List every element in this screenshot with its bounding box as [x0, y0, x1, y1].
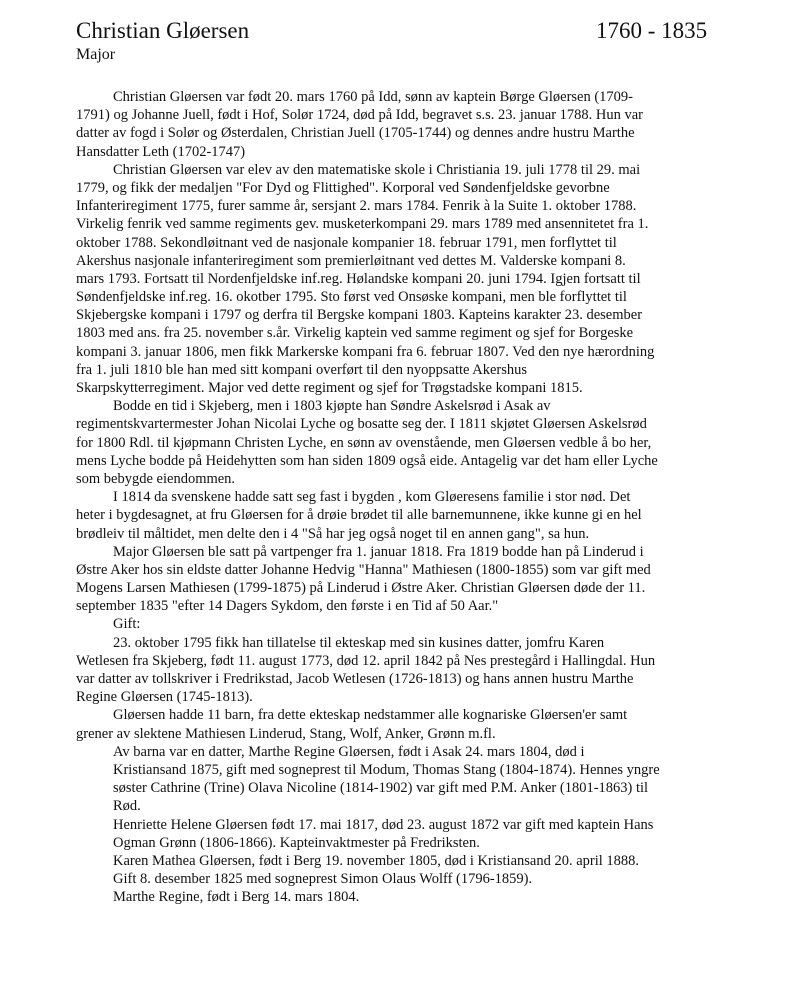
text-line: kompani 3. januar 1806, men fikk Markerske kompani fra 6. februar 1807. Ved den nye hærordning — [76, 343, 655, 360]
text-line: heter i bygdesagnet, at fru Gløersen for å drøie brødet til alle barnemunnene, ikke kunne gi en hel — [76, 507, 642, 524]
rank-subtitle: Major — [76, 46, 116, 63]
text-line: grener av slektene Mathiesen Linderud, Stang, Wolf, Anker, Grønn m.fl. — [76, 725, 496, 742]
text-line: Regine Gløersen (1745-1813). — [76, 689, 253, 706]
text-line: Ogman Grønn (1806-1866). Kapteinvaktmester på Fredriksten. — [113, 834, 480, 851]
text-line: I 1814 da svenskene hadde satt seg fast i bygden , kom Gløeresens familie i stor nød. Det — [113, 489, 631, 506]
text-line: Christian Gløersen var elev av den matematiske skole i Christiania 19. juli 1778 til 29. mai — [113, 161, 641, 178]
text-line: mars 1793. Fortsatt til Nordenfjeldske inf.reg. Hølandske kompani 20. juni 1794. Igjen fortsatt til — [76, 270, 641, 287]
text-line: 1791) og Johanne Juell, født i Hof, Solør 1724, død på Idd, begravet s.s. 23. januar 1788. Hun var — [76, 107, 644, 124]
text-line: oktober 1788. Sekondløitnant ved de nasjonale kompanier 18. februar 1791, men forflyttet til — [76, 234, 617, 251]
text-line: Wetlesen fra Skjeberg, født 11. august 1773, død 12. april 1842 på Nes prestegård i Hallingdal. Hun — [76, 652, 656, 669]
text-line: Rød. — [113, 798, 141, 815]
text-line: Gift: — [113, 616, 141, 633]
text-line: Christian Gløersen var født 20. mars 1760 på Idd, sønn av kaptein Børge Gløersen (1709- — [113, 89, 634, 105]
text-line: Major Gløersen ble satt på vartpenger fra 1. januar 1818. Fra 1819 bodde han på Linderud i — [113, 543, 644, 560]
text-line: Kristiansand 1875, gift med sogneprest til Modum, Thomas Stang (1804-1874). Hennes yngre — [113, 761, 660, 778]
text-line: Skarpskytterregiment. Major ved dette regiment og sjef for Trøgstadske kompani 1815. — [76, 380, 583, 396]
text-line: for 1800 Rdl. til kjøpmann Christen Lyche, en sønn av ovenstående, men Gløersen vedble å bo her, — [76, 434, 652, 451]
text-line: Søndenfjeldske inf.reg. 16. okotber 1795. Sto først ved Onsøske kompani, men ble forflyttet til — [76, 289, 627, 306]
text-line: Hansdatter Leth (1702-1747) — [76, 143, 246, 160]
text-line: september 1835 "efter 14 Dagers Sykdom, den første i en Tid af 50 Aar." — [76, 598, 499, 615]
life-years-heading: 1760 - 1835 — [596, 18, 708, 43]
text-line: som bebygde eiendommen. — [76, 470, 236, 487]
text-line: 1779, og fikk der medaljen "For Dyd og Flittighed". Korporal ved Søndenfjeldske gevorbne — [76, 179, 610, 196]
text-line: 1803 med ans. fra 25. november s.år. Virkelig kaptein ved samme regiment og sjef for Borgeske — [76, 325, 634, 342]
text-line: søster Cathrine (Trine) Olava Nicoline (1814-1902) var gift med P.M. Anker (1801-1863) til — [113, 780, 649, 797]
text-line: Av barna var en datter, Marthe Regine Gløersen, født i Asak 24. mars 1804, død i — [113, 743, 585, 760]
text-line: Østre Aker hos sin eldste datter Johanne Hedvig "Hanna" Mathiesen (1800-1855) som var gift med — [76, 561, 651, 578]
text-line: Karen Mathea Gløersen, født i Berg 19. november 1805, død i Kristiansand 20. april 1888. — [113, 852, 640, 869]
text-line: Akershus nasjonale infanteriregiment som premierløitnant ved dettes M. Valderske kompani 8. — [76, 252, 626, 269]
text-line: 23. oktober 1795 fikk han tillatelse til ekteskap med sin kusines datter, jomfru Karen — [113, 634, 605, 651]
text-line: Henriette Helene Gløersen født 17. mai 1817, død 23. august 1872 var gift med kaptein Hans — [113, 816, 654, 833]
text-line: datter av fogd i Solør og Østerdalen, Christian Juell (1705-1744) og dennes andre hustru Marthe — [76, 125, 635, 142]
text-line: brødleiv til måltidet, men delte den i 4 "Så har jeg også noget til en annen gang", sa hun. — [76, 525, 590, 542]
text-line: regimentskvartermester Johan Nicolai Lyche og bosatte seg der. I 1811 skjøtet Gløersen Askelsrød — [76, 416, 647, 433]
text-line: mens Lyche bodde på Heidehytten som han siden 1809 også eide. Antagelig var det ham eller Lyche — [76, 452, 658, 469]
text-line: Mogens Larsen Mathiesen (1799-1875) på Linderud i Østre Aker. Christian Gløersen døde der 11. — [76, 580, 646, 597]
text-line: Skjebergske kompani i 1797 og derfra til Bergske kompani 1803. Kapteins karakter 23. desember — [76, 307, 643, 324]
text-line: Virkelig fenrik ved samme regiments gev. musketerkompani 29. mars 1789 med ansennitetet fra 1. — [76, 216, 649, 233]
text-line: Infanteriregiment 1775, furer samme år, sersjant 2. mars 1784. Fenrik à la Suite 1. oktober 1788. — [76, 198, 637, 215]
person-name-heading: Christian Gløersen — [76, 18, 250, 43]
biography-text — [76, 88, 726, 906]
text-line: var datter av tollskriver i Fredrikstad, Jacob Wetlesen (1726-1813) og hans annen hustru Marthe — [76, 671, 634, 687]
text-line: fra 1. juli 1810 ble han med sitt kompani overført til den nyoppsatte Akershus — [76, 361, 528, 378]
text-line: Gløersen hadde 11 barn, fra dette ekteskap nedstammer alle kognariske Gløersen'er samt — [113, 707, 628, 724]
text-line: Bodde en tid i Skjeberg, men i 1803 kjøpte han Søndre Askelsrød i Asak av — [113, 398, 551, 415]
text-line: Gift 8. desember 1825 med sogneprest Simon Olaus Wolff (1796-1859). — [113, 871, 533, 888]
text-line: Marthe Regine, født i Berg 14. mars 1804. — [113, 889, 360, 906]
